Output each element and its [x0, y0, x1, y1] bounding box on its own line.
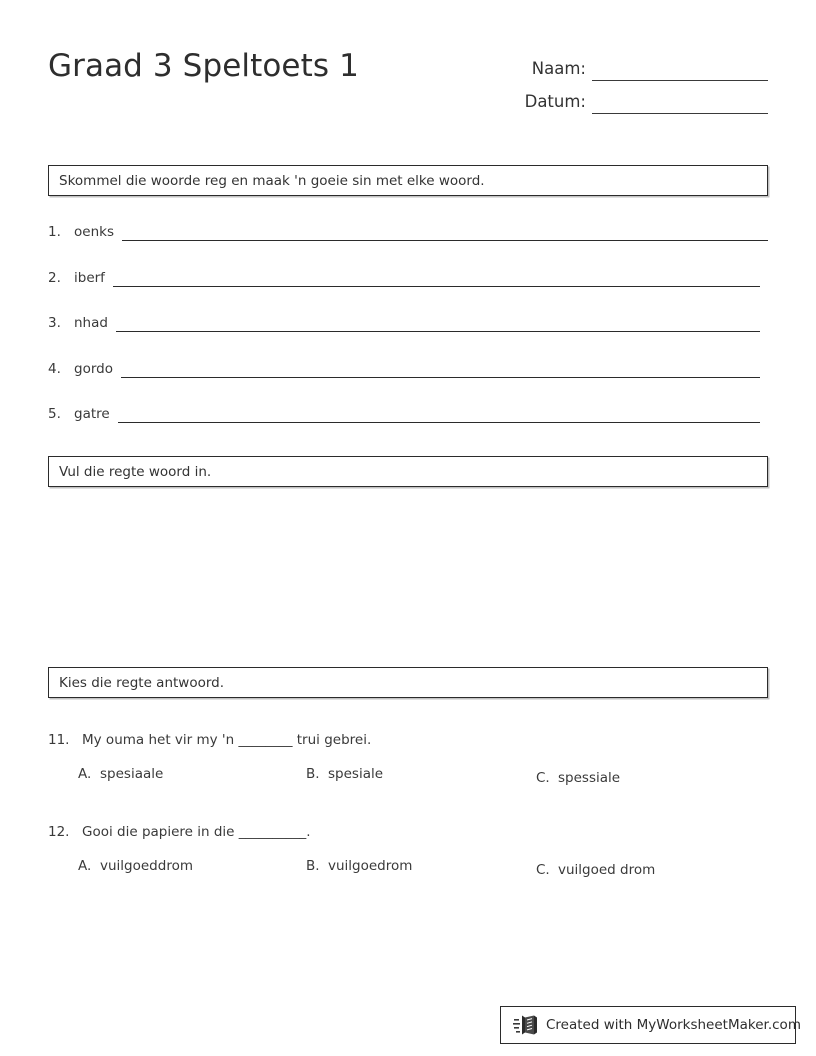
answer-line[interactable] [116, 313, 760, 332]
scramble-item-list [48, 222, 768, 450]
option-letter: A. [78, 858, 92, 874]
option-b[interactable] [306, 764, 383, 784]
option-label: vuilgoed drom [558, 862, 656, 878]
item-word: oenks [74, 224, 114, 240]
answer-line[interactable] [113, 268, 760, 287]
list-item [48, 359, 768, 405]
fill-in-answer-area [48, 495, 768, 645]
item-word: nhad [74, 315, 108, 331]
question-number: 11. [48, 732, 70, 748]
option-letter: C. [536, 862, 550, 878]
option-group [48, 856, 768, 898]
list-item [48, 404, 768, 450]
option-label: spesiale [328, 766, 384, 782]
option-letter: B. [306, 766, 320, 782]
answer-line[interactable] [118, 404, 760, 423]
date-label: Datum: [524, 92, 586, 111]
date-input-line[interactable] [592, 91, 768, 114]
question-text-row [48, 822, 768, 842]
instruction-text-scramble: Skommel die woorde reg en maak 'n goeie sin met elke woord. [59, 172, 485, 189]
date-row [498, 81, 768, 114]
option-label: vuilgoeddrom [100, 858, 193, 874]
name-label: Naam: [531, 59, 586, 78]
page-title: Graad 3 Speltoets 1 [48, 48, 359, 84]
question-prompt: My ouma het vir my 'n ________ trui gebrei. [82, 732, 372, 748]
multiple-choice-question-11 [48, 730, 768, 806]
answer-line[interactable] [121, 359, 760, 378]
option-label: vuilgoedrom [328, 858, 413, 874]
name-input-line[interactable] [592, 58, 768, 81]
list-item [48, 268, 768, 314]
option-letter: A. [78, 766, 92, 782]
option-c[interactable] [536, 768, 620, 788]
instruction-text-multiple-choice: Kies die regte antwoord. [59, 674, 225, 691]
instruction-box-fill-in [48, 456, 768, 487]
student-meta-block [498, 48, 768, 114]
option-group [48, 764, 768, 806]
option-label: spessiale [558, 770, 621, 786]
item-number: 3. [48, 315, 61, 331]
item-number: 5. [48, 406, 61, 422]
multiple-choice-question-12 [48, 822, 768, 898]
item-word: gordo [74, 360, 113, 377]
item-word: iberf [74, 269, 105, 286]
instruction-text-fill-in: Vul die regte woord in. [59, 463, 212, 480]
worksheet-maker-logo-icon [513, 1013, 539, 1037]
list-item [48, 222, 768, 268]
option-b[interactable] [306, 856, 412, 876]
item-number: 4. [48, 360, 61, 377]
question-number: 12. [48, 824, 70, 840]
question-text-row [48, 730, 768, 750]
option-c[interactable] [536, 860, 655, 880]
instruction-box-multiple-choice [48, 667, 768, 698]
footer-attribution-text: Created with MyWorksheetMaker.com [546, 1017, 801, 1033]
name-row [498, 48, 768, 81]
list-item [48, 313, 768, 359]
option-letter: C. [536, 770, 550, 786]
answer-line[interactable] [122, 222, 768, 241]
item-word: gatre [74, 406, 110, 422]
option-a[interactable] [78, 856, 193, 876]
item-number: 1. [48, 224, 61, 240]
question-prompt: Gooi die papiere in die __________. [82, 824, 311, 840]
option-letter: B. [306, 858, 320, 874]
option-a[interactable] [78, 764, 163, 784]
footer-attribution-badge[interactable] [500, 1006, 801, 1044]
instruction-box-scramble [48, 165, 768, 196]
option-label: spesiaale [100, 766, 164, 782]
item-number: 2. [48, 269, 61, 286]
worksheet-header [48, 42, 768, 122]
